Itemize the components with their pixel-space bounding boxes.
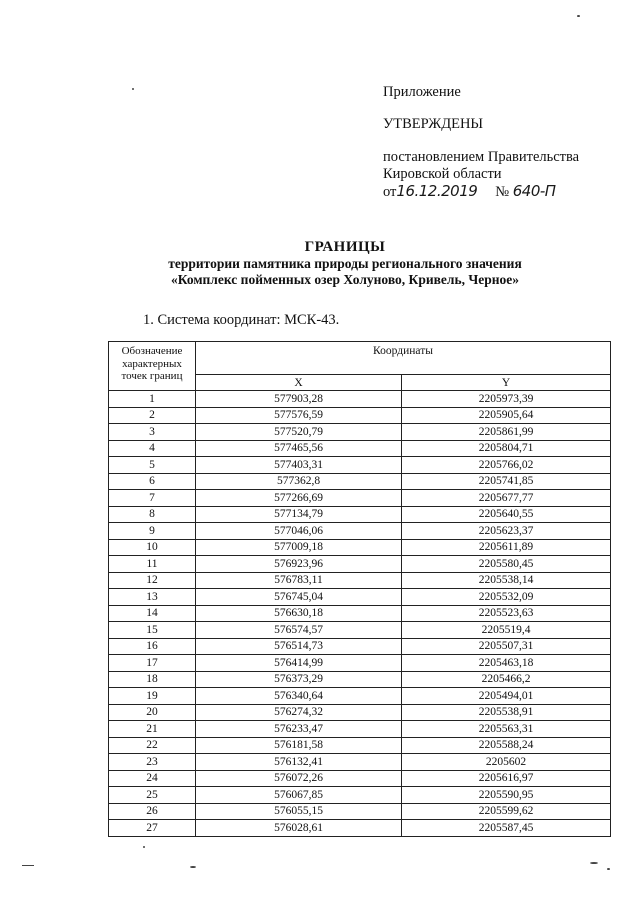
point-number-cell: 9 — [109, 523, 196, 540]
x-value-cell: 576055,15 — [196, 803, 402, 820]
point-number-cell: 15 — [109, 622, 196, 639]
point-number-cell: 26 — [109, 803, 196, 820]
point-number-cell: 18 — [109, 671, 196, 688]
y-value-cell: 2205599,62 — [402, 803, 611, 820]
table-row — [109, 506, 611, 523]
y-value-cell: 2205580,45 — [402, 556, 611, 573]
point-number-cell: 12 — [109, 572, 196, 589]
x-value-cell: 576630,18 — [196, 605, 402, 622]
point-number-cell: 27 — [109, 820, 196, 837]
x-value-cell: 577903,28 — [196, 391, 402, 408]
table-row — [109, 704, 611, 721]
x-value-cell: 576923,96 — [196, 556, 402, 573]
point-number-cell: 20 — [109, 704, 196, 721]
point-number-cell: 7 — [109, 490, 196, 507]
y-value-cell: 2205590,95 — [402, 787, 611, 804]
scan-speck — [132, 88, 134, 90]
y-value-cell: 2205563,31 — [402, 721, 611, 738]
table-row — [109, 820, 611, 837]
y-value-cell: 2205973,39 — [402, 391, 611, 408]
handwritten-number: 640-П — [512, 182, 556, 200]
table-row — [109, 589, 611, 606]
point-number-cell: 5 — [109, 457, 196, 474]
x-value-cell: 577134,79 — [196, 506, 402, 523]
table-row — [109, 424, 611, 441]
point-number-cell: 16 — [109, 638, 196, 655]
x-value-cell: 576745,04 — [196, 589, 402, 606]
y-value-cell: 2205616,97 — [402, 770, 611, 787]
y-value-cell: 2205677,77 — [402, 490, 611, 507]
x-value-cell: 576414,99 — [196, 655, 402, 672]
scan-speck — [190, 866, 196, 868]
x-header: X — [196, 375, 402, 391]
point-number-cell: 19 — [109, 688, 196, 705]
decree-date-number — [383, 183, 633, 200]
document-heading — [0, 238, 640, 288]
table-row — [109, 803, 611, 820]
point-number-cell: 3 — [109, 424, 196, 441]
x-value-cell: 576783,11 — [196, 572, 402, 589]
point-number-cell: 24 — [109, 770, 196, 787]
point-number-cell: 14 — [109, 605, 196, 622]
y-header: Y — [402, 375, 611, 391]
x-value-cell: 576072,26 — [196, 770, 402, 787]
y-value-cell: 2205905,64 — [402, 407, 611, 424]
x-value-cell: 577266,69 — [196, 490, 402, 507]
y-value-cell: 2205766,02 — [402, 457, 611, 474]
table-row — [109, 737, 611, 754]
point-number-cell: 8 — [109, 506, 196, 523]
x-value-cell: 576514,73 — [196, 638, 402, 655]
x-value-cell: 576028,61 — [196, 820, 402, 837]
coordinates-table — [108, 341, 611, 837]
y-value-cell: 2205463,18 — [402, 655, 611, 672]
number-label: № — [495, 184, 510, 200]
y-value-cell: 2205602 — [402, 754, 611, 771]
x-value-cell: 576067,85 — [196, 787, 402, 804]
y-value-cell: 2205804,71 — [402, 440, 611, 457]
table-row — [109, 671, 611, 688]
y-value-cell: 2205532,09 — [402, 589, 611, 606]
table-row — [109, 490, 611, 507]
y-value-cell: 2205741,85 — [402, 473, 611, 490]
approved-label: УТВЕРЖДЕНЫ — [383, 116, 484, 132]
x-value-cell: 577403,31 — [196, 457, 402, 474]
y-value-cell: 2205588,24 — [402, 737, 611, 754]
x-value-cell: 577009,18 — [196, 539, 402, 556]
point-number-cell: 23 — [109, 754, 196, 771]
x-value-cell: 576274,32 — [196, 704, 402, 721]
y-value-cell: 2205587,45 — [402, 820, 611, 837]
table-row — [109, 572, 611, 589]
point-number-cell: 2 — [109, 407, 196, 424]
x-value-cell: 576181,58 — [196, 737, 402, 754]
table-row — [109, 556, 611, 573]
point-number-cell: 13 — [109, 589, 196, 606]
decree-line-2: Кировской области — [383, 166, 502, 182]
point-number-cell: 22 — [109, 737, 196, 754]
y-value-cell: 2205507,31 — [402, 638, 611, 655]
x-value-cell: 576574,57 — [196, 622, 402, 639]
x-value-cell: 577362,8 — [196, 473, 402, 490]
point-number-cell: 17 — [109, 655, 196, 672]
table-row — [109, 605, 611, 622]
table-row — [109, 721, 611, 738]
table-row — [109, 655, 611, 672]
x-value-cell: 577576,59 — [196, 407, 402, 424]
y-value-cell: 2205538,14 — [402, 572, 611, 589]
point-number-cell: 25 — [109, 787, 196, 804]
heading-line-2: «Комплекс пойменных озер Холуново, Кривель, Черное» — [170, 272, 520, 287]
table-row — [109, 622, 611, 639]
point-number-cell: 21 — [109, 721, 196, 738]
coordinates-table-body — [109, 391, 611, 837]
x-value-cell: 576132,41 — [196, 754, 402, 771]
x-value-cell: 576373,29 — [196, 671, 402, 688]
x-value-cell: 576340,64 — [196, 688, 402, 705]
table-row — [109, 638, 611, 655]
x-value-cell: 577046,06 — [196, 523, 402, 540]
heading-line-1: территории памятника природы регионального значения — [168, 256, 522, 271]
coordinate-system-line: 1. Система координат: МСК-43. — [143, 312, 340, 328]
decree-line-1: постановлением Правительства — [383, 149, 580, 165]
handwritten-date: 16.12.2019 — [396, 182, 478, 200]
point-number-cell: 4 — [109, 440, 196, 457]
point-number-cell: 6 — [109, 473, 196, 490]
y-value-cell: 2205623,37 — [402, 523, 611, 540]
scan-speck — [577, 15, 580, 17]
scan-speck — [22, 865, 34, 866]
point-number-cell: 1 — [109, 391, 196, 408]
point-label-header: Обозначение характерных точек границ — [109, 342, 196, 391]
approval-block — [383, 84, 633, 200]
table-row — [109, 457, 611, 474]
scan-speck — [590, 862, 598, 864]
x-value-cell: 577465,56 — [196, 440, 402, 457]
table-row — [109, 473, 611, 490]
y-value-cell: 2205861,99 — [402, 424, 611, 441]
x-value-cell: 576233,47 — [196, 721, 402, 738]
table-row — [109, 787, 611, 804]
y-value-cell: 2205611,89 — [402, 539, 611, 556]
table-row — [109, 539, 611, 556]
table-row — [109, 688, 611, 705]
heading-title: ГРАНИЦЫ — [304, 239, 386, 255]
annex-label: Приложение — [383, 84, 461, 100]
scan-speck — [607, 868, 610, 870]
scan-speck — [143, 846, 145, 848]
y-value-cell: 2205523,63 — [402, 605, 611, 622]
table-row — [109, 407, 611, 424]
y-value-cell: 2205466,2 — [402, 671, 611, 688]
y-value-cell: 2205538,91 — [402, 704, 611, 721]
point-number-cell: 10 — [109, 539, 196, 556]
x-value-cell: 577520,79 — [196, 424, 402, 441]
y-value-cell: 2205494,01 — [402, 688, 611, 705]
table-row — [109, 754, 611, 771]
from-label: от — [383, 184, 397, 200]
table-row — [109, 523, 611, 540]
y-value-cell: 2205640,55 — [402, 506, 611, 523]
table-row — [109, 440, 611, 457]
table-row — [109, 770, 611, 787]
table-row — [109, 391, 611, 408]
y-value-cell: 2205519,4 — [402, 622, 611, 639]
coordinates-group-header: Координаты — [196, 342, 611, 375]
point-number-cell: 11 — [109, 556, 196, 573]
